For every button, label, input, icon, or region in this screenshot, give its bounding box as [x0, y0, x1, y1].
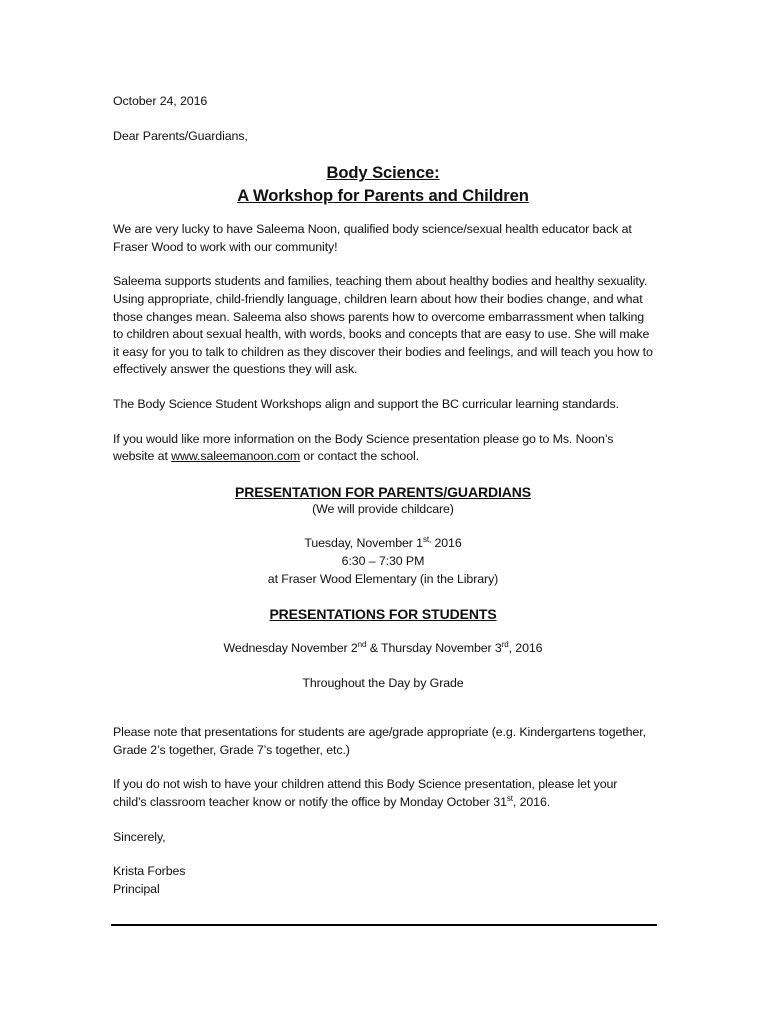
description-paragraph: Saleema supports students and families, teaching them about healthy bodies and healthy sexuality. Using appropriate, child-friendly language, children learn about how their bodies change, and what those changes mean. Saleema also shows parents how to overcome embarrassment when talking to children about sexual health, with words, books and concepts that are easy to use. She will make it easy for you to talk to children as they discover their bodies and feelings, and will teach you how to effectively answer the questions they will ask.	[113, 274, 653, 377]
more-info-text-end: or contact the school.	[300, 449, 420, 464]
students-date-1-suffix: nd	[357, 639, 367, 649]
students-dates	[113, 640, 653, 658]
website-link[interactable]: www.saleemanoon.com	[171, 449, 301, 464]
parents-heading: PRESENTATION FOR PARENTS/GUARDIANS	[234, 483, 532, 500]
parents-date	[113, 535, 653, 553]
students-date-2: & Thursday November 3	[366, 641, 502, 656]
title-line-1: Body Science:	[326, 163, 440, 183]
opt-out-date-suffix: st	[506, 793, 513, 803]
childcare-note: (We will provide childcare)	[312, 501, 454, 516]
curriculum-paragraph: The Body Science Student Workshops align and support the BC curricular learning standards.	[113, 396, 619, 411]
signer-role: Principal	[113, 881, 160, 896]
students-date-year: , 2016	[508, 641, 543, 656]
bottom-divider	[111, 924, 657, 926]
students-date-1: Wednesday November 2	[223, 641, 358, 656]
title-line-2: A Workshop for Parents and Children	[237, 186, 529, 206]
students-date-2-suffix: rd	[501, 639, 509, 649]
age-appropriate-note: Please note that presentations for students are age/grade appropriate (e.g. Kindergartens together, Grade 2’s together, Grade 7’s together, etc.)	[113, 725, 646, 757]
salutation: Dear Parents/Guardians,	[113, 128, 248, 143]
more-info-paragraph	[113, 431, 653, 466]
letter-date: October 24, 2016	[113, 94, 208, 108]
letter-body	[113, 93, 653, 898]
parents-date-suffix: st,	[422, 535, 432, 545]
intro-paragraph: We are very lucky to have Saleema Noon, qualified body science/sexual health educator back at Fraser Wood to work with our community!	[113, 222, 632, 254]
opt-out-year: , 2016.	[512, 795, 551, 810]
students-schedule: Throughout the Day by Grade	[302, 675, 464, 690]
parents-date-text: Tuesday, November 1	[304, 536, 423, 551]
signer-name: Krista Forbes	[113, 864, 186, 879]
letter-title	[113, 161, 653, 207]
parents-time: 6:30 – 7:30 PM	[341, 553, 425, 568]
more-info-text: If you would like more information on the Body Science presentation please go to Ms. Noon’s website at	[113, 431, 614, 464]
students-heading: PRESENTATIONS FOR STUDENTS	[269, 606, 497, 623]
parents-location: at Fraser Wood Elementary (in the Library)	[267, 571, 499, 586]
opt-out-paragraph	[113, 776, 653, 811]
opt-out-text: If you do not wish to have your children attend this Body Science presentation, please let your child’s classroom teacher know or notify the office by Monday October 31	[113, 777, 618, 810]
parents-date-year: 2016	[431, 536, 462, 551]
signoff: Sincerely,	[113, 829, 166, 844]
